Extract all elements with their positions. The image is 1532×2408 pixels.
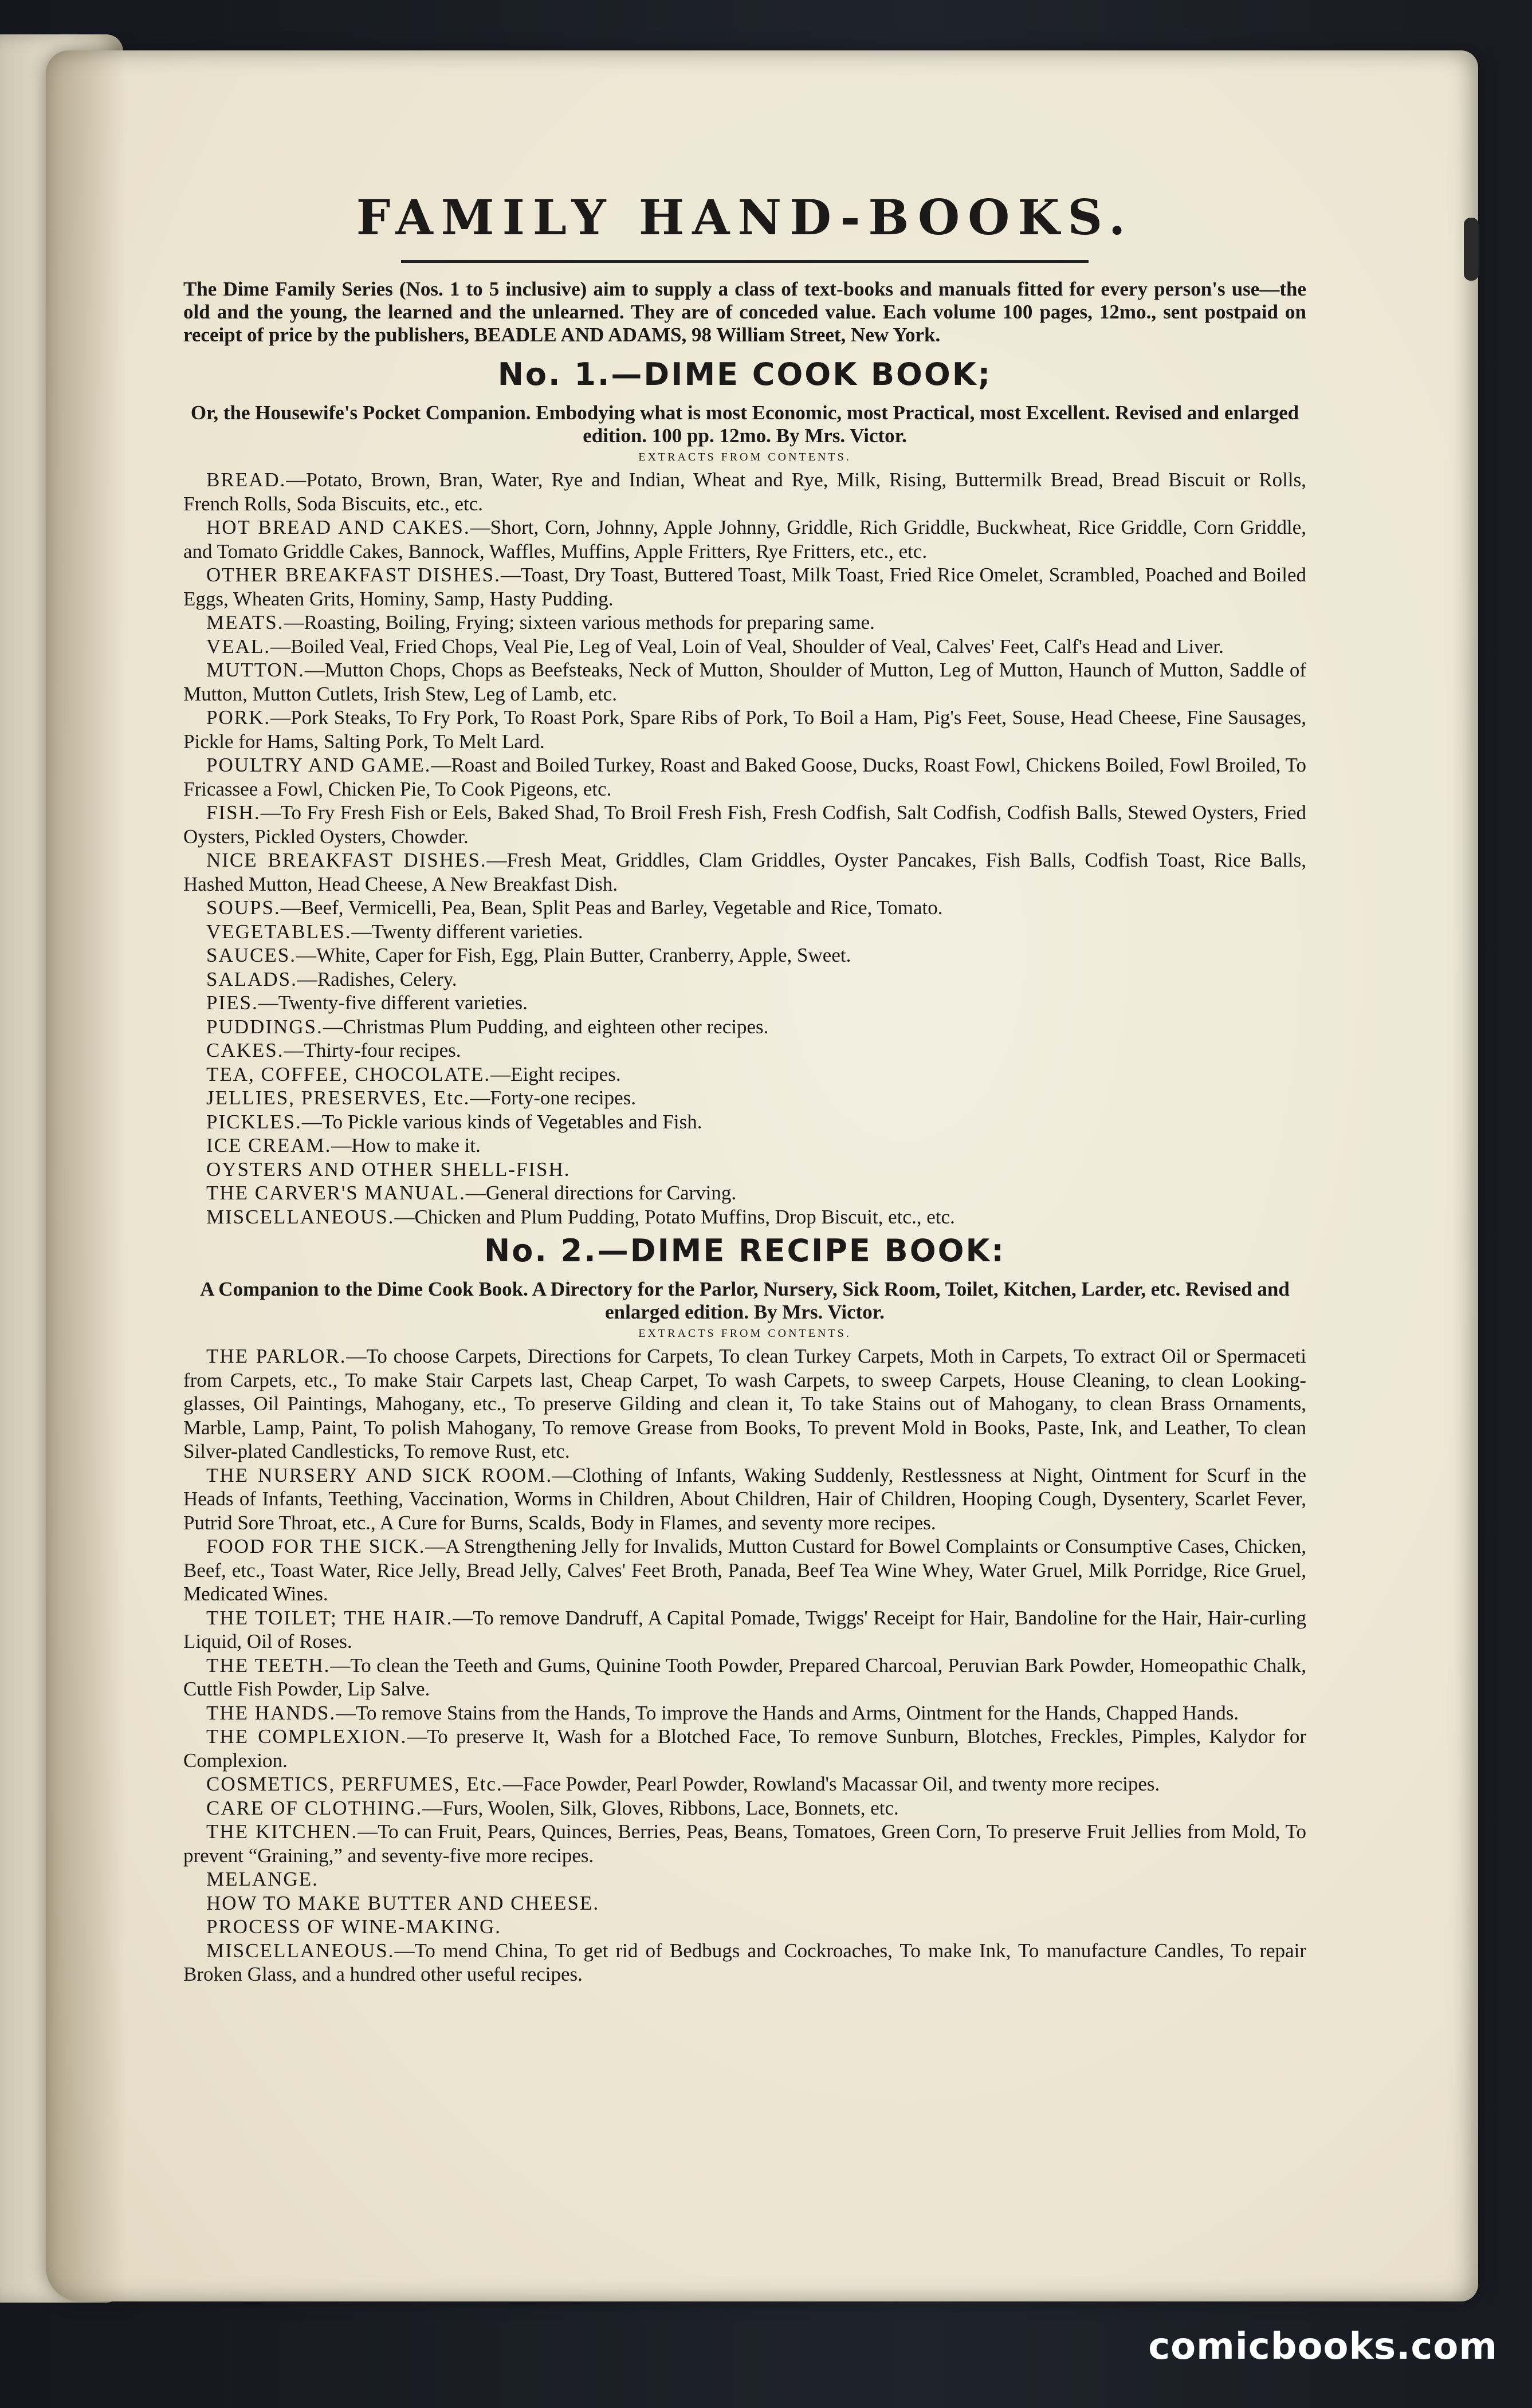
entry-heading: HOT BREAD AND CAKES. [206,516,470,538]
book-1-section [183,356,1306,1229]
entry-text: —To remove Dandruff, A Capital Pomade, Twiggs' Receipt for Hair, Bandoline for the Hair, Hair-curling Liquid, Oil of Roses. [183,1606,1306,1652]
intro-paragraph: The Dime Family Series (Nos. 1 to 5 inclusive) aim to supply a class of text-books and manuals fitted for every person's use—the old and the young, the learned and the unlearned. They are of conceded value. Each volume 100 pages, 12mo., sent postpaid on receipt of price by the publishers, BEADLE AND ADAMS, 98 William Street, New York. [183,278,1306,346]
contents-entry [183,920,1306,944]
entry-text: —How to make it. [331,1134,481,1156]
contents-entry [183,801,1306,848]
contents-entry [183,1796,1306,1820]
contents-entry [183,1820,1306,1867]
book-2-subtitle: A Companion to the Dime Cook Book. A Directory for the Parlor, Nursery, Sick Room, Toilet, Kitchen, Larder, etc. Revised and enlarged edition. By Mrs. Victor. [200,1278,1290,1323]
entry-heading: SALADS. [206,967,297,990]
contents-entry [183,1915,1306,1939]
entry-heading: OTHER BREAKFAST DISHES. [206,564,501,586]
entry-heading: TEA, COFFEE, CHOCOLATE. [206,1063,491,1085]
contents-entry [183,1534,1306,1606]
book-1-extracts-label: EXTRACTS FROM CONTENTS. [638,451,851,463]
entry-heading: POULTRY AND GAME. [206,754,431,776]
entry-heading: PORK. [206,706,271,729]
contents-entry [183,1939,1306,1986]
contents-entry [183,1867,1306,1891]
entry-heading: MUTTON. [206,659,305,681]
entry-heading: OYSTERS AND OTHER SHELL-FISH. [206,1158,571,1181]
entry-text: —Christmas Plum Pudding, and eighteen other recipes. [323,1015,769,1038]
entry-heading: THE CARVER'S MANUAL. [206,1182,466,1204]
contents-entry [183,1063,1306,1087]
entry-heading: THE TEETH. [206,1654,331,1677]
entry-text: —Beef, Vermicelli, Pea, Bean, Split Peas and Barley, Vegetable and Rice, Tomato. [280,896,943,919]
contents-entry [183,611,1306,635]
book-2-extracts-label: EXTRACTS FROM CONTENTS. [638,1327,851,1340]
contents-entry [183,563,1306,611]
entry-text: —Fresh Meat, Griddles, Clam Griddles, Oyster Pancakes, Fish Balls, Codfish Toast, Rice Balls, Hashed Mutton, Head Cheese, A New Breakfast Dish. [183,849,1306,895]
contents-entry [183,1110,1306,1134]
contents-entry [183,1205,1306,1229]
entry-heading: MEATS. [206,611,284,634]
contents-entry [183,1344,1306,1463]
entry-heading: PICKLES. [206,1110,302,1133]
entry-heading: THE NURSERY AND SICK ROOM. [206,1463,553,1486]
entry-text: —Furs, Woolen, Silk, Gloves, Ribbons, Lace, Bonnets, etc. [422,1796,899,1819]
entry-heading: SOUPS. [206,896,281,919]
entry-heading: VEGETABLES. [206,920,352,943]
entry-heading: THE HANDS. [206,1701,336,1724]
entry-heading: CAKES. [206,1039,284,1061]
contents-entry [183,635,1306,659]
entry-text: —Mutton Chops, Chops as Beefsteaks, Neck of Mutton, Shoulder of Mutton, Leg of Mutton, Haunch of Mutton, Saddle of Mutton, Mutton Cutlets, Irish Stew, Leg of Lamb, etc. [183,659,1306,705]
entry-heading: THE PARLOR. [206,1345,347,1367]
book-2-contents-list [183,1344,1306,1986]
entry-heading: CARE OF CLOTHING. [206,1796,423,1819]
entry-heading: FISH. [206,801,261,824]
book-1-subtitle: Or, the Housewife's Pocket Companion. Embodying what is most Economic, most Practical, most Excellent. Revised and enlarged edition. 100 pp. 12mo. By Mrs. Victor. [190,402,1299,447]
entry-text: —Twenty different varieties. [351,920,583,943]
entry-text: —Pork Steaks, To Fry Pork, To Roast Pork, Spare Ribs of Pork, To Boil a Ham, Pig's Feet, Souse, Head Cheese, Fine Sausages, Pickle for Hams, Salting Pork, To Melt Lard. [183,706,1306,753]
entry-heading: VEAL. [206,635,271,658]
contents-entry [183,991,1306,1015]
entry-text: —General directions for Carving. [465,1182,737,1204]
watermark-text: comicbooks.com [1148,2326,1498,2368]
entry-heading: JELLIES, PRESERVES, Etc. [206,1087,470,1109]
entry-heading: THE TOILET; THE HAIR. [206,1606,453,1629]
entry-text: —Radishes, Celery. [297,967,457,990]
entry-text: —To Fry Fresh Fish or Eels, Baked Shad, To Broil Fresh Fish, Fresh Codfish, Salt Codfish, Codfish Balls, Stewed Oysters, Fried Oysters, Pickled Oysters, Chowder. [183,801,1306,848]
entry-text: —Potato, Brown, Bran, Water, Rye and Indian, Wheat and Rye, Milk, Rising, Buttermilk Bread, Bread Biscuit or Rolls, French Rolls, Soda Biscuits, etc., etc. [183,469,1306,515]
entry-text: —To mend China, To get rid of Bedbugs and Cockroaches, To make Ink, To manufacture Candles, To repair Broken Glass, and a hundred other useful recipes. [183,1939,1306,1985]
contents-entry [183,1158,1306,1182]
contents-entry [183,943,1306,967]
entry-heading: THE KITCHEN. [206,1820,358,1843]
entry-heading: PROCESS OF WINE-MAKING. [206,1915,501,1938]
entry-text: —To Pickle various kinds of Vegetables and Fish. [301,1110,702,1133]
contents-entry [183,1463,1306,1535]
entry-heading: MISCELLANEOUS. [206,1939,395,1962]
entry-text: —Boiled Veal, Fried Chops, Veal Pie, Leg of Veal, Loin of Veal, Shoulder of Veal, Calves' Feet, Calf's Head and Liver. [270,635,1224,658]
contents-entry [183,1606,1306,1654]
entry-heading: FOOD FOR THE SICK. [206,1535,426,1557]
book-1-contents-list [183,468,1306,1229]
entry-text: —Face Powder, Pearl Powder, Rowland's Macassar Oil, and twenty more recipes. [502,1773,1160,1795]
masthead-rule [401,260,1089,263]
contents-entry [183,1015,1306,1039]
entry-text: —Twenty-five different varieties. [258,991,528,1014]
contents-entry [183,706,1306,753]
entry-text: —White, Caper for Fish, Egg, Plain Butter, Cranberry, Apple, Sweet. [296,944,851,966]
entry-text: —Toast, Dry Toast, Buttered Toast, Milk Toast, Fried Rice Omelet, Scrambled, Poached and Boiled Eggs, Wheaten Grits, Hominy, Samp, Hasty Pudding. [183,564,1306,610]
entry-text: —Forty-one recipes. [470,1087,636,1109]
contents-entry [183,1772,1306,1796]
entry-text: —Eight recipes. [490,1063,621,1085]
contents-entry [183,1038,1306,1063]
contents-entry [183,658,1306,706]
entry-heading: NICE BREAKFAST DISHES. [206,849,487,871]
contents-entry [183,516,1306,563]
contents-entry [183,1725,1306,1772]
entry-text: —A Strengthening Jelly for Invalids, Mutton Custard for Bowel Complaints or Consumptive Cases, Chicken, Beef, etc., Toast Water, Rice Jelly, Bread Jelly, Calves' Feet Broth, Panada, Beef Tea Wine Whey, Water Gruel, Milk Porridge, Rice Gruel, Medicated Wines. [183,1535,1306,1605]
entry-text: —To choose Carpets, Directions for Carpets, To clean Turkey Carpets, Moth in Carpets, To extract Oil or Spermaceti from Carpets, etc., To make Stair Carpets last, Cheap Carpet, To wash Carpets, to sweep Carpets, House Cleaning, to clean Looking-glasses, Oil Paintings, Mahogany, etc., To preserve Gilding and clean it, To take Stains out of Mahogany, to clean Brass Ornaments, Marble, Lamp, Paint, To polish Mahogany, To remove Grease from Books, To prevent Mold in Books, Paste, Ink, and Leather, To clean Silver-plated Candlesticks, To remove Rust, etc. [183,1345,1306,1462]
entry-text: —Chicken and Plum Pudding, Potato Muffins, Drop Biscuit, etc., etc. [394,1205,955,1228]
entry-heading: PUDDINGS. [206,1015,323,1038]
page-edge-mark [1464,218,1479,281]
contents-entry [183,967,1306,991]
contents-entry [183,1086,1306,1110]
entry-text: —To remove Stains from the Hands, To improve the Hands and Arms, Ointment for the Hands, Chapped Hands. [336,1701,1239,1724]
entry-text: —Roasting, Boiling, Frying; sixteen various methods for preparing same. [284,611,875,634]
contents-entry [183,896,1306,920]
contents-entry [183,1701,1306,1725]
entry-heading: THE COMPLEXION. [206,1725,407,1748]
entry-heading: HOW TO MAKE BUTTER AND CHEESE. [206,1891,600,1914]
contents-entry [183,753,1306,801]
entry-text: —Roast and Boiled Turkey, Roast and Baked Goose, Ducks, Roast Fowl, Chickens Boiled, Fowl Broiled, To Fricassee a Fowl, Chicken Pie, To Cook Pigeons, etc. [183,754,1306,800]
entry-text: —To clean the Teeth and Gums, Quinine Tooth Powder, Prepared Charcoal, Peruvian Bark Powder, Homeopathic Chalk, Cuttle Fish Powder, Lip Salve. [183,1654,1306,1700]
entry-heading: ICE CREAM. [206,1134,332,1156]
contents-entry [183,1134,1306,1158]
entry-text: —Clothing of Infants, Waking Suddenly, Restlessness at Night, Ointment for Scurf in the Heads of Infants, Teething, Vaccination, Worms in Children, About Children, Hair of Children, Hooping Cough, Dysentery, Scarlet Fever, Putrid Sore Throat, etc., A Cure for Burns, Scalds, Body in Flames, and seventy more recipes. [183,1463,1306,1534]
entry-text: —To can Fruit, Pears, Quinces, Berries, Peas, Beans, Tomatoes, Green Corn, To preserve Fruit Jellies from Mold, To prevent “Graining,” and seventy-five more recipes. [183,1820,1306,1867]
masthead-title: FAMILY HAND-BOOKS. [356,189,1134,246]
entry-heading: SAUCES. [206,944,296,966]
entry-heading: COSMETICS, PERFUMES, Etc. [206,1773,503,1795]
entry-heading: PIES. [206,991,258,1014]
gutter-shadow [46,50,126,2301]
contents-entry [183,1181,1306,1205]
entry-heading: MISCELLANEOUS. [206,1205,395,1228]
book-2-section [183,1232,1306,1986]
book-2-title: No. 2.—DIME RECIPE BOOK: [484,1233,1005,1269]
book-1-title: No. 1.—DIME COOK BOOK; [497,356,992,392]
contents-entry [183,1891,1306,1915]
page-content [183,189,1306,1986]
entry-heading: MELANGE. [206,1868,319,1890]
entry-heading: BREAD. [206,469,286,491]
contents-entry [183,848,1306,896]
contents-entry [183,1654,1306,1701]
entry-text: —To preserve It, Wash for a Blotched Face, To remove Sunburn, Blotches, Freckles, Pimples, Kalydor for Complexion. [183,1725,1306,1772]
entry-text: —Short, Corn, Johnny, Apple Johnny, Griddle, Rich Griddle, Buckwheat, Rice Griddle, Corn Griddle, and Tomato Griddle Cakes, Bannock, Waffles, Muffins, Apple Fritters, Rye Fritters, etc., etc. [183,516,1306,562]
contents-entry [183,468,1306,516]
entry-text: —Thirty-four recipes. [284,1039,461,1061]
